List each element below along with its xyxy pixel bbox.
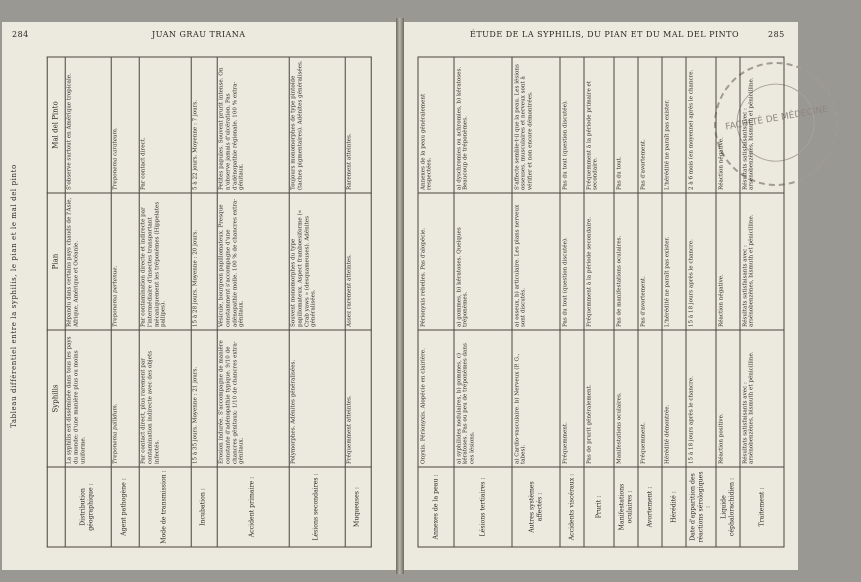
table-row [740, 57, 784, 547]
table-row [560, 57, 584, 547]
table-caption: Tableau différentiel entre la syphilis, le pian et le mal del pinto [10, 164, 18, 428]
pian-cell: Pas d'avortement. [638, 193, 662, 330]
table-row [65, 57, 111, 547]
row-label: Date d'apparition des réactions sérologiques : [686, 467, 716, 547]
row-label: Prurit : [584, 467, 614, 547]
table-row [139, 57, 191, 547]
pinto-cell: 5 à 22 jours. Moyenne : 7 jours. [191, 57, 217, 193]
header-syphilis: Syphilis [47, 330, 65, 467]
left-running-title: JUAN GRAU TRIANA [152, 30, 246, 39]
right-table-wrapper [418, 57, 785, 548]
row-label: Accidents viscéraux : [560, 467, 584, 547]
row-label: Muqueuses : [345, 467, 371, 547]
pinto-cell: Annexes de la peau généralement respectées. [418, 57, 454, 193]
row-label: Hérédité : [662, 467, 686, 547]
pian-cell: L'hérédité ne paraît pas exister. [662, 193, 686, 330]
table-row [111, 57, 139, 547]
pinto-cell: Fréquemment à la période primaire et secondaire. [584, 57, 614, 193]
row-label: Agent pathogène : [111, 467, 139, 547]
syphilis-cell: Onyxis. Périonyxis. Alopécie en clairière. [418, 330, 454, 467]
pian-cell: Treponema pertenue. [111, 193, 139, 330]
row-label: Annexes de la peau : [418, 467, 454, 547]
pinto-cell: S'affecte semble-t-il que la peau. Les lésions osseuses, musculaires et nerveux sont à vérifier et non encore démontrées. [512, 57, 560, 193]
table-row [638, 57, 662, 547]
left-page [2, 22, 396, 570]
pian-cell: 15 à 28 jours. Moyenne : 20 jours. [191, 193, 217, 330]
syphilis-cell: 15 à 35 jours. Moyenne : 21 jours. [191, 330, 217, 467]
pinto-cell: Petites papules. Souvent prurit intense. On n'observe jamais d'ulcération. Pas d'adénopathie régionale. 100 % extra-génitaux. [217, 57, 289, 193]
table-row [686, 57, 716, 547]
pian-cell: Pas du tout (question discutée). [560, 193, 584, 330]
left-page-number: 284 [12, 30, 29, 39]
table-row [345, 57, 371, 547]
table-row [584, 57, 614, 547]
pinto-cell: L'hérédité ne paraît pas exister. [662, 57, 686, 193]
pian-cell: Assez rarement atteintes. [345, 193, 371, 330]
row-label: Liquide céphalorachidien : [716, 467, 740, 547]
row-label: Lésions secondaires : [289, 467, 345, 547]
syphilis-cell: Manifestations oculaires. [614, 330, 638, 467]
row-label: Incubation : [191, 467, 217, 547]
row-label: Accident primaire : [217, 467, 289, 547]
pinto-cell: Pas d'avortement. [638, 57, 662, 193]
table-row [217, 57, 289, 547]
syphilis-cell: Par contact direct, plus rarement par contamination indirecte avec des objets infectés. [139, 330, 191, 467]
pinto-cell: Résultats satisfaisants avec : arsénobenzènes, bismuth et pénicilline. [740, 57, 784, 193]
row-label: Lésions tertiaires : [454, 467, 512, 547]
right-page [404, 22, 829, 570]
syphilis-cell: Fréquemment. [638, 330, 662, 467]
row-label: Avortement : [638, 467, 662, 547]
right-running-title: ÉTUDE DE LA SYPHILIS, DU PIAN ET DU MAL DEL PINTO [470, 30, 740, 39]
syphilis-cell: Fréquemment. [560, 330, 584, 467]
table-row [614, 57, 638, 547]
header-pian: Pian [47, 193, 65, 330]
pinto-cell: Réaction négative. [716, 57, 740, 193]
syphilis-cell: a) syphilides nodulaires, b) gommes, c) kératoses. Pas ou peu de tréponèmes dans ces lésions. [454, 330, 512, 467]
table-row [191, 57, 217, 547]
pian-cell: a) gommes, b) kératoses. Quelques tréponèmes. [454, 193, 512, 330]
right-page-number: 285 [768, 30, 785, 39]
syphilis-cell: Érosion indurée. S'accompagne de manière constante d'adénopathie typique. 9/10 de chancres génitaux; 1/10 de chancres extra-génitaux. [217, 330, 289, 467]
table-row [716, 57, 740, 547]
pinto-cell: Pas du tout. [614, 57, 638, 193]
pian-cell: Périonyxis rebelles. Pas d'alopécie. [418, 193, 454, 330]
pian-cell: Fréquemment à la période secondaire. [584, 193, 614, 330]
pinto-cell: S'observe surtout en Amérique tropicale. [65, 57, 111, 193]
table-header-row [47, 57, 65, 547]
pinto-cell: Rarement atteintes. [345, 57, 371, 193]
table-row [418, 57, 454, 547]
syphilis-cell: Pas de prurit généralement. [584, 330, 614, 467]
pian-cell: a) osseux, b) articulaire. Les plans nerveux sont discutés. [512, 193, 560, 330]
syphilis-cell: Hérédité démontrée. [662, 330, 686, 467]
syphilis-cell: Réaction positive. [716, 330, 740, 467]
row-label: Distribution géographique : [65, 467, 111, 547]
syphilis-cell: 15 à 18 jours après le chancre. [686, 330, 716, 467]
syphilis-cell: Fréquemment atteintes. [345, 330, 371, 467]
syphilis-cell: Polymorphes. Adénites généralisées. [289, 330, 345, 467]
syphilis-cell: La syphilis est disséminée dans tous les pays du monde; d'une manière plus ou moins uniforme. [65, 330, 111, 467]
pinto-cell: Toujours monomorphes de type pintoïde (taches pigmentaires). Adénites généralisées. [289, 57, 345, 193]
syphilis-cell: a) Cardio-vasculaire. b) Nerveux (P. G., tabes). [512, 330, 560, 467]
pian-cell: Pas de manifestations oculaires. [614, 193, 638, 330]
table-row [662, 57, 686, 547]
pian-cell: Par contamination directe et indirecte par l'intermédiaire d'insectes transportant mécaniquement les tréponèmes (Hippelates pallipes). [139, 193, 191, 330]
row-label: Autres systèmes affectés : [512, 467, 560, 547]
row-label: Manifestations oculaires : [614, 467, 638, 547]
row-label: Traitement : [740, 467, 784, 547]
left-table-wrapper [47, 57, 372, 548]
pinto-cell: 2 à 6 mois (en moyenne) après le chancre. [686, 57, 716, 193]
table-row [512, 57, 560, 547]
header-mal-del-pinto: Mal del Pinto [47, 57, 65, 193]
pian-cell: 15 à 18 jours après le chancre. [686, 193, 716, 330]
book-gutter [396, 18, 404, 574]
pian-cell: Répandu dans certains pays chauds de l'Asie, Afrique, Amérique et Océanie. [65, 193, 111, 330]
pinto-cell: Par contact direct. [139, 57, 191, 193]
syphilis-cell: Résultats satisfaisants avec : arsénobenzènes, bismuth et pénicilline. [740, 330, 784, 467]
pian-cell: Résultats satisfaisants avec : arsénobenzènes, bismuth et pénicilline. [740, 193, 784, 330]
table-row [289, 57, 345, 547]
table-row [454, 57, 512, 547]
pian-cell: Vésicule, bourgeon papillomateux. Presque constamment s'accompagne d'une adénopathie molle. 100 % de chancres extra-génitaux. [217, 193, 289, 330]
syphilis-cell: Treponema pallidum. [111, 330, 139, 467]
left-table [47, 57, 372, 548]
pian-cell: Réaction négative. [716, 193, 740, 330]
pian-cell: Souvent monomorphes du type papillomateux. Aspect framboesiforme (« Crab yaws » (desquameuses). Adénites généralisées. [289, 193, 345, 330]
header-empty-cell [47, 467, 65, 547]
row-label: Mode de transmission : [139, 467, 191, 547]
pinto-cell: Pas du tout (question discutée). [560, 57, 584, 193]
right-table [418, 57, 785, 548]
pinto-cell: Treponema carateum. [111, 57, 139, 193]
pinto-cell: a) dyschromies ou achromies, b) kératoses. Beaucoup de tréponèmes. [454, 57, 512, 193]
stamp-text: FACULTÉ DE MÉDECINE [724, 104, 829, 133]
